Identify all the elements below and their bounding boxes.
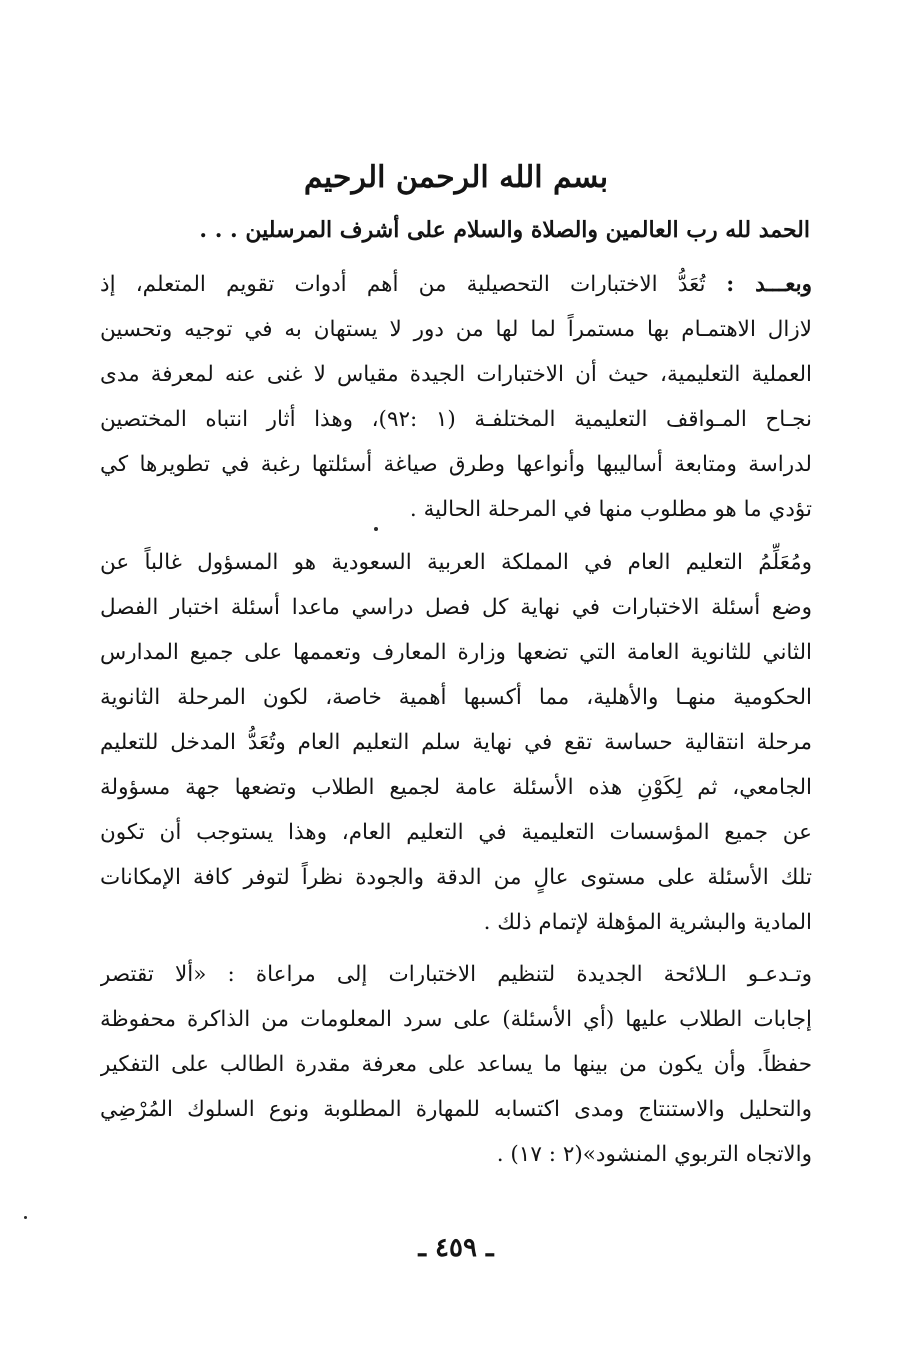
text-line: والتحليل والاستنتاج ومدى اكتسابه للمهارة المطلوبة ونوع السلوك المُرْضِي [100, 1097, 812, 1122]
speck-mark [374, 527, 378, 531]
text-line: الجامعي، ثم لِكَوْنِ هذه الأسئلة عامة لجميع الطلاب وتضعها جهة مسؤولة [100, 775, 812, 800]
text-line: والاتجاه التربوي المنشود»(٢ : ١٧) . [496, 1142, 812, 1167]
text-line: المادية والبشرية المؤهلة لإتمام ذلك . [483, 910, 812, 935]
paragraph-intro [100, 262, 812, 532]
page-number: ـ ٤٥٩ ـ [418, 1233, 494, 1263]
paragraph-teacher [100, 540, 812, 945]
text-line: تؤدي ما هو مطلوب منها في المرحلة الحالية . [409, 497, 812, 522]
paragraph-lead: وبعـــد : [705, 272, 812, 297]
text-line: عن جميع المؤسسات التعليمية في التعليم العام، وهذا يستوجب أن تكون [100, 820, 812, 845]
praise-line: الحمد لله رب العالمين والصلاة والسلام على أشرف المرسلين . . . [199, 217, 810, 243]
text-line: وضع أسئلة الاختبارات في نهاية كل فصل دراسي ماعدا أسئلة اختبار الفصل [100, 595, 812, 620]
text-line: العملية التعليمية، حيث أن الاختبارات الجيدة مقياس لا غنى عنه لمعرفة مدى [100, 362, 812, 387]
text-line: إجابات الطلاب عليها (أي الأسئلة) على سرد المعلومات من الذاكرة محفوظة [100, 1007, 812, 1032]
text-line: مرحلة انتقالية حساسة تقع في نهاية سلم التعليم العام وتُعَدُّ المدخل للتعليم [100, 730, 812, 755]
basmala-heading: بسم الله الرحمن الرحيم [303, 160, 609, 195]
text-line: ومُعَلِّمُ التعليم العام في المملكة العربية السعودية هو المسؤول غالباً عن [100, 550, 812, 575]
text-line: تلك الأسئلة على مستوى عالٍ من الدقة والجودة نظراً لتوفر كافة الإمكانات [100, 865, 812, 890]
text-line: الحكومية منهـا والأهلية، مما أكسبها أهمية خاصة، لكون المرحلة الثانوية [100, 685, 812, 710]
paragraph-regulation [100, 952, 812, 1177]
text-line: لدراسة ومتابعة أساليبها وأنواعها وطرق صياغة أسئلتها رغبة في تطويرها كي [100, 452, 812, 477]
text-line: حفظاً. وأن يكون من بينها ما يساعد على معرفة مقدرة الطالب على التفكير [100, 1052, 812, 1077]
text-line: الثاني للثانوية العامة التي تضعها وزارة المعارف وتعممها على جميع المدارس [100, 640, 812, 665]
text-line: لازال الاهتمـام بها مستمراً لما لها من دور لا يستهان به في توجيه وتحسين [100, 317, 812, 342]
text-line: نجـاح المـواقف التعليمية المختلفـة (١ :٩٢)، وهذا أثار انتباه المختصين [100, 407, 812, 432]
speck-mark [24, 1216, 27, 1219]
text-line: وبعـــد : تُعَدُّ الاختبارات التحصيلية من أهم أدوات تقويم المتعلم، إذ [100, 272, 812, 297]
text-line: وتـدعـو الـلائحة الجديدة لتنظيم الاختبارات إلى مراعاة : «ألا تقتصر [100, 962, 812, 987]
